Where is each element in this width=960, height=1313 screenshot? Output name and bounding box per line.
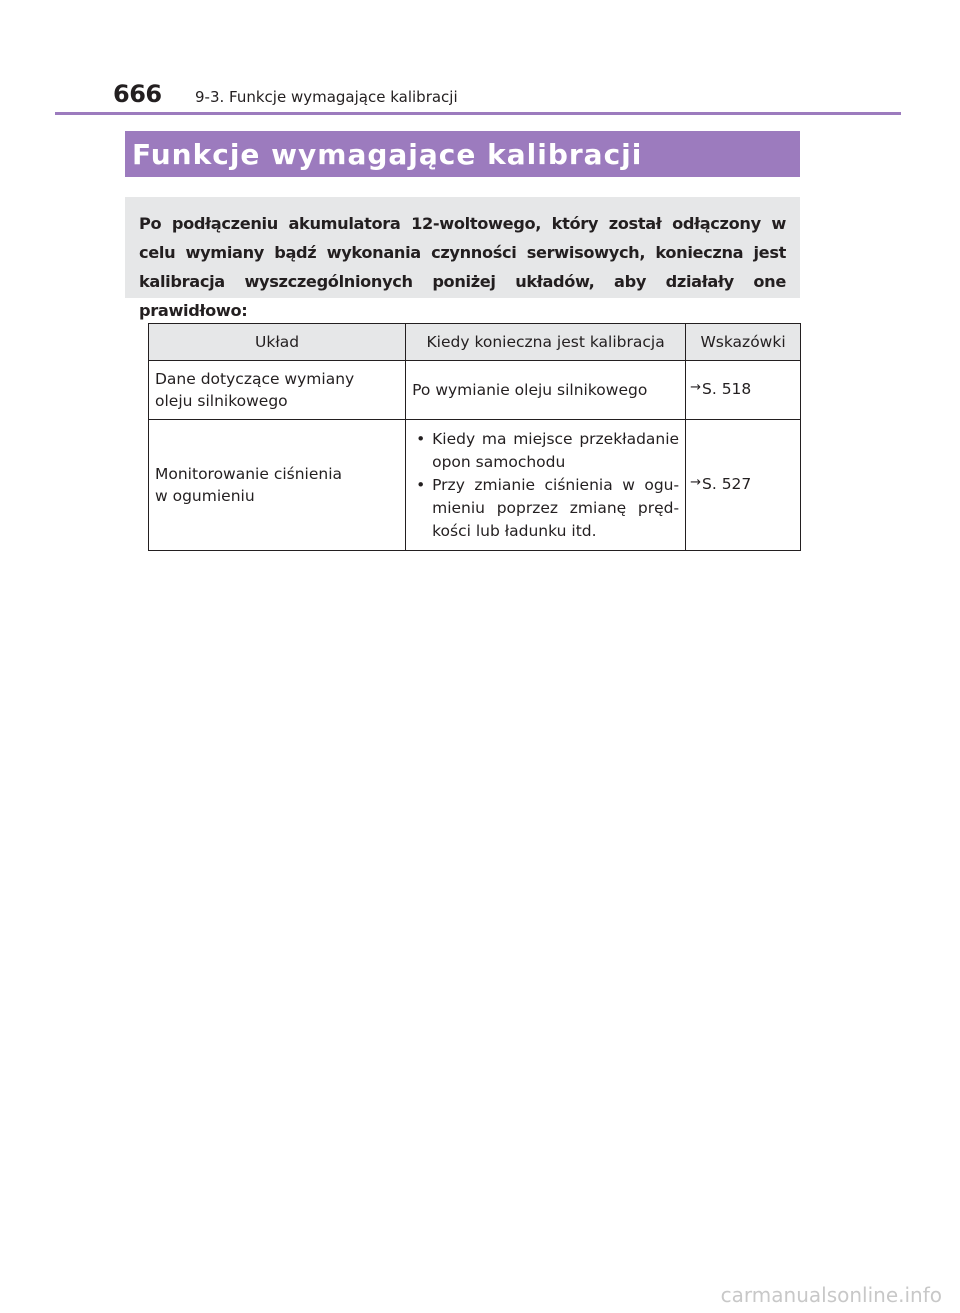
system-name-line: w ogumieniu (155, 487, 255, 505)
table-row (149, 420, 801, 551)
page-number: 666 (113, 80, 162, 108)
arrow-right-icon: → (690, 475, 701, 490)
cell-when (406, 420, 686, 551)
column-header-when: Kiedy konieczna jest kalibracja (406, 324, 686, 361)
system-name-line: Dane dotyczące wymiany (155, 370, 355, 388)
title-bar (125, 131, 800, 177)
page-header (113, 80, 458, 108)
system-name-line: Monitorowanie ciśnienia (155, 465, 343, 483)
list-item: • Kiedy ma miejsce przekładanie opon samochodu (412, 428, 679, 474)
cell-system (149, 361, 406, 420)
footer-watermark: carmanualsonline.info (720, 1283, 942, 1307)
list-item: • Przy zmianie ciśnienia w ogumieniu poprzez zmianę prędkości lub ładunku itd. (412, 474, 679, 543)
arrow-right-icon: → (690, 380, 701, 395)
cell-when: Po wymianie oleju silnikowego (406, 361, 686, 420)
table-row (149, 361, 801, 420)
cell-system (149, 420, 406, 551)
header-divider (55, 112, 901, 115)
cell-reference (686, 420, 801, 551)
intro-box (125, 197, 800, 320)
column-header-reference: Wskazówki (686, 324, 801, 361)
column-header-system: Układ (149, 324, 406, 361)
table-header-row (149, 324, 801, 361)
cell-reference (686, 361, 801, 420)
intro-text: Po podłączeniu akumulatora 12-woltowego, który został odłączony w celu wymiany bądź wykonania czynności serwisowych, konieczna jest kalibracja wyszczególnionych poniżej układów, aby działały one prawidłowo: (139, 214, 786, 320)
bullet-list (412, 428, 679, 543)
system-name-line: oleju silnikowego (155, 392, 288, 410)
page-reference: S. 518 (702, 380, 752, 398)
calibration-table (148, 323, 801, 551)
page-reference: S. 527 (702, 475, 752, 493)
page-title: Funkcje wymagające kalibracji (132, 137, 643, 171)
section-reference: 9-3. Funkcje wymagające kalibracji (195, 88, 458, 106)
